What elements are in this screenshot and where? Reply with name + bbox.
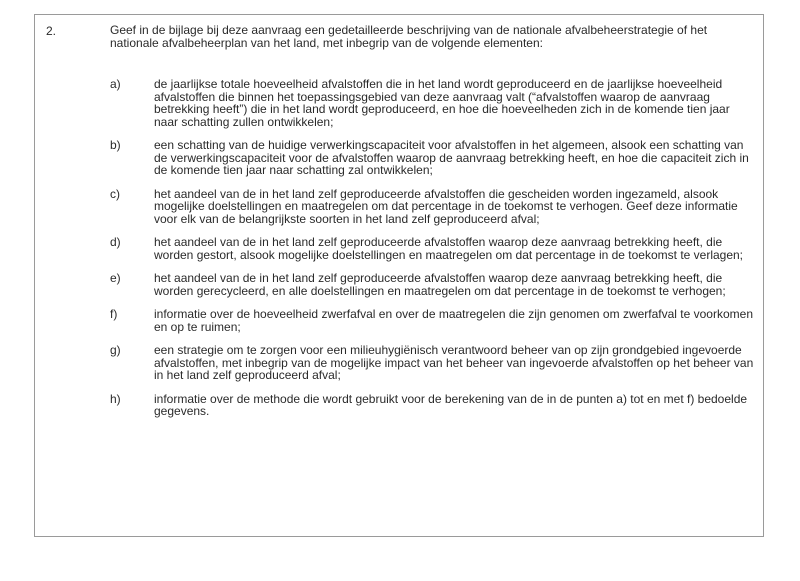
item-text: informatie over de hoeveelheid zwerfafval en over de maatregelen die zijn genomen om zwerfafval te voorkomen en op te ruimen; bbox=[154, 307, 753, 334]
item-letter: g) bbox=[110, 343, 121, 357]
list-item-d bbox=[110, 236, 755, 261]
section-number: 2. bbox=[46, 24, 57, 38]
item-letter: a) bbox=[110, 77, 121, 91]
list-item-f bbox=[110, 308, 755, 333]
item-text: het aandeel van de in het land zelf geproduceerde afvalstoffen waarop deze aanvraag betrekking heeft, die worden gestort, alsook mogelijke doelstellingen en maatregelen om dat percentage in de toekomst te verlagen; bbox=[154, 235, 744, 262]
list-item-c bbox=[110, 188, 755, 226]
list-item-g bbox=[110, 344, 755, 382]
item-letter: d) bbox=[110, 235, 121, 249]
item-text: het aandeel van de in het land zelf geproduceerde afvalstoffen die gescheiden worden ingezameld, alsook mogelijke doelstellingen en maatregelen om dat percentage in de toekomst te verhogen. Geef deze informatie voor elk van de belangrijkste soorten in het land zelf geproduceerd afval; bbox=[154, 186, 738, 226]
item-list bbox=[110, 78, 755, 429]
section-intro: Geef in de bijlage bij deze aanvraag een gedetailleerde beschrijving van de nationale afvalbeheerstrategie of het nationale afvalbeheerplan van het land, met inbegrip van de volgende elementen: bbox=[110, 23, 708, 50]
item-letter: c) bbox=[110, 186, 120, 201]
item-text: een schatting van de huidige verwerkingscapaciteit voor afvalstoffen in het algemeen, alsook een schatting van de verwerkingscapaciteit voor de afvalstoffen waarop de aanvraag betrekking heeft, en hoe die capaciteit zich in de komende tien jaar naar schatting zal ontwikkelen; bbox=[154, 138, 749, 177]
list-item-b bbox=[110, 139, 755, 177]
item-letter: e) bbox=[110, 271, 121, 285]
item-letter: b) bbox=[110, 138, 121, 152]
list-item-h bbox=[110, 393, 755, 418]
item-letter: f) bbox=[110, 307, 118, 321]
list-item-a bbox=[110, 78, 755, 128]
item-letter: h) bbox=[110, 391, 121, 406]
item-text: de jaarlijkse totale hoeveelheid afvalstoffen die in het land wordt geproduceerd en de jaarlijkse hoeveelheid afvalstoffen die binnen het toepassingsgebied van deze aanvraag valt (“afvalstoffen waarop de aanvraag betrekking heeft”) die in het land wordt geproduceerd, en hoe die hoeveelheden zich in de komende tien jaar naar schatting zullen ontwikkelen; bbox=[154, 77, 730, 129]
item-text: het aandeel van de in het land zelf geproduceerde afvalstoffen waarop deze aanvraag betrekking heeft, die worden gerecycleerd, en alle doelstellingen en maatregelen om dat percentage in de toekomst te verhogen; bbox=[154, 271, 726, 298]
list-item-e bbox=[110, 272, 755, 297]
item-text: informatie over de methode die wordt gebruikt voor de berekening van de in de punten a) tot en met f) bedoelde gegevens. bbox=[154, 391, 748, 418]
item-text: een strategie om te zorgen voor een milieuhygiënisch verantwoord beheer van op zijn grondgebied ingevoerde afvalstoffen, met inbegrip van de mogelijke impact van het beheer van ingevoerde afvalstoffen op het beheer van in het land zelf geproduceerd afval; bbox=[154, 343, 754, 382]
